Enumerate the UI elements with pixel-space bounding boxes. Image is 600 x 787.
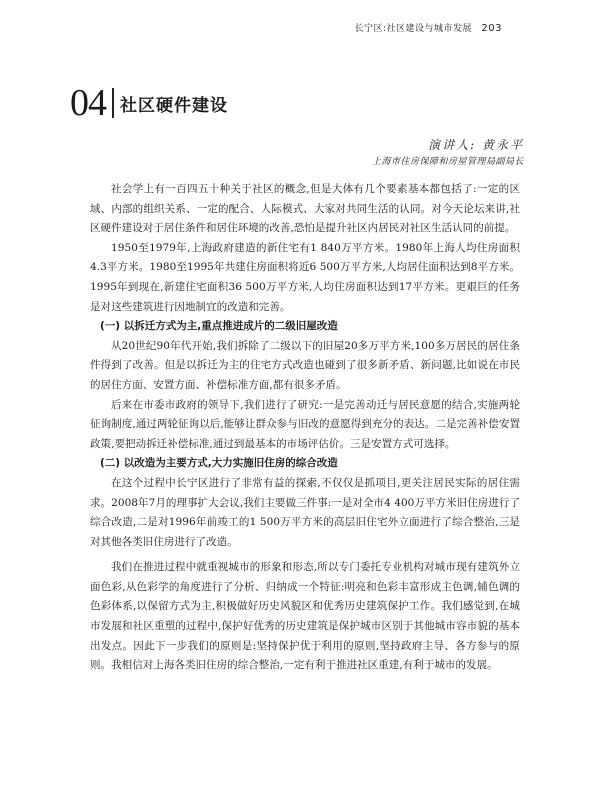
paragraph: 后来在市委市政府的领导下,我们进行了研究:一是完善动迁与居民意愿的结合,实施两轮征询制度,通过两轮征询以后,能够让群众参与旧改的意愿得到充分的表达。二是完善补偿安置政策,要把动拆迁补偿标准,通过到最基本的市场评估价。三是安置方式可选择。 bbox=[90, 398, 520, 450]
chapter-title: 社区硬件建设 bbox=[120, 95, 228, 116]
paragraph: 1950至1979年,上海政府建造的新住宅有1 840万平方米。1980年上海人均住房面积4.3平方米。1980至1995年共建住房面积将近6 500万平方米,人均居住面积达到8平方米。1995年到现在,新建住宅面积36 500万平方米,人均住房面积达到17平方米。更艰巨的任务是对这些建筑进行因地制宜的改造和完善。 bbox=[90, 241, 520, 313]
running-header bbox=[354, 21, 502, 34]
chapter-heading bbox=[70, 84, 228, 122]
page-number: 203 bbox=[481, 23, 502, 34]
speaker-affiliation: 上海市住房保障和房屋管理局副局长 bbox=[371, 157, 524, 167]
section-heading: (二) 以改造为主要方式,大力实施旧住房的综合改造 bbox=[100, 457, 338, 470]
chapter-divider bbox=[112, 88, 114, 118]
paragraph: 从20世纪90年代开始,我们拆除了二级以下的旧屋20多万平方米,100多万居民的居住条件得到了改善。但是以拆迁为主的住宅方式改造也碰到了很多新矛盾、新问题,比如说在市民的居住方面、安置方面、补偿标准方面,都有很多矛盾。 bbox=[90, 339, 520, 391]
paragraph: 社会学上有一百四五十种关于社区的概念,但是大体有几个要素基本都包括了:一定的区域、内部的组织关系、一定的配合、人际模式、大家对共同生活的认同。对今天论坛来讲,社区硬件建设对于居住条件和居住环境的改善,恐怕是提升社区内居民对社区生活认同的前提。 bbox=[90, 183, 520, 235]
paragraph: 我们在推进过程中就重视城市的形象和形态,所以专门委托专业机构对城市现有建筑外立面色彩,从色彩学的角度进行了分析、归纳成一个特征:明亮和色彩丰富形成主色调,辅色调的色彩体系,以保留方式为主,积极做好历史风貌区和优秀历史建筑保护工作。我们感觉到,在城市发展和社区重塑的过程中,保护好优秀的历史建筑是保护城市区别于其他城市容市貌的基本出发点。因此下一步我们的原则是:坚持保护优于利用的原则,坚持政府主导、各方参与的原则。我相信对上海各类旧住房的综合整治,一定有利于推进社区重建,有利于城市的发展。 bbox=[90, 561, 520, 672]
paragraph: 在这个过程中长宁区进行了非常有益的探索,不仅仅是抓项目,更关注居民实际的居住需求。2008年7月的理事扩大会议,我们主要做三件事:一是对全市4 400万平方米旧住房进行了综合改造,二是对1996年前竣工的1 500万平方米的高层旧住宅外立面进行了综合整治,三是对其他各类旧住房进行了改造。 bbox=[90, 476, 520, 548]
chapter-number: 04 bbox=[70, 82, 106, 124]
article-body bbox=[90, 180, 520, 676]
running-title: 长宁区:社区建设与城市发展 bbox=[354, 24, 473, 34]
section-heading: (一) 以拆迁方式为主,重点推进成片的二级旧屋改造 bbox=[100, 320, 338, 333]
speaker-line: 演讲人: 黄永平 bbox=[428, 138, 524, 152]
